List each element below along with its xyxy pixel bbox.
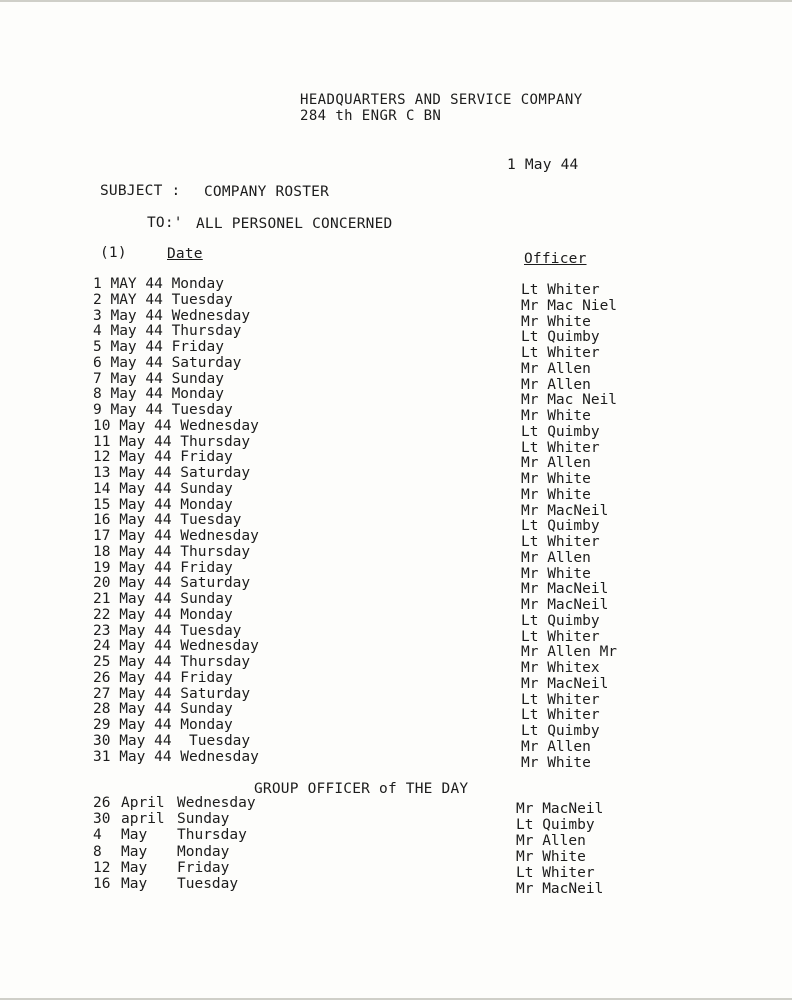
roster-date: 19 May 44 Friday — [93, 559, 233, 576]
header-title: HEADQUARTERS AND SERVICE COMPANY — [300, 92, 583, 108]
group-month: May — [121, 875, 148, 892]
roster-date: 7 May 44 Sunday — [93, 370, 224, 387]
roster-officer: Mr Whitex — [521, 660, 600, 676]
roster-officer: Mr Allen — [521, 455, 591, 472]
roster-officers — [521, 282, 721, 770]
roster-officer: Mr Allen — [521, 738, 591, 755]
roster-officer: Lt Whiter — [521, 439, 600, 456]
group-officers — [516, 801, 603, 897]
group-day: 12 — [93, 859, 111, 876]
column-date-header: Date — [167, 246, 203, 262]
roster-officer: Mr White — [521, 486, 591, 503]
subject-value: COMPANY ROSTER — [204, 184, 330, 200]
to-value: ALL PERSONEL CONCERNED — [196, 216, 393, 232]
group-month: May — [121, 859, 148, 876]
group-day: 8 — [93, 843, 102, 860]
roster-officer: Lt Whiter — [521, 707, 600, 724]
roster-officer: Lt Quimby — [521, 423, 600, 440]
roster-date: 20 May 44 Saturday — [93, 575, 251, 592]
roster-date: 4 May 44 Thursday — [93, 323, 242, 340]
group-weekday: Wednesday — [177, 795, 256, 811]
column-officer-header: Officer — [524, 251, 587, 267]
roster-officer: Mr Mac Neil — [521, 392, 618, 409]
roster-dates — [93, 276, 313, 764]
roster-officer: Lt Quimby — [521, 518, 600, 535]
group-month: May — [121, 843, 148, 860]
roster-date: 29 May 44 Monday — [93, 717, 233, 733]
group-row — [93, 795, 293, 811]
header-unit: 284 th ENGR C BN — [300, 108, 442, 124]
roster-date: 24 May 44 Wednesday — [93, 638, 259, 655]
roster-officer: Mr White — [521, 408, 591, 424]
roster-officer: Lt Quimby — [521, 612, 600, 629]
roster-officer: Mr White — [521, 471, 591, 487]
roster-date: 17 May 44 Wednesday — [93, 528, 259, 544]
roster-officer: Mr White — [521, 565, 591, 582]
roster-officer: Mr MacNeil — [521, 502, 609, 519]
roster-date: 11 May 44 Thursday — [93, 433, 251, 450]
roster-date: 12 May 44 Friday — [93, 449, 233, 466]
group-day: 26 — [93, 795, 111, 811]
group-weekday: Thursday — [177, 827, 247, 844]
to-label: TO:' — [147, 215, 183, 231]
roster-date: 28 May 44 Sunday — [93, 701, 233, 718]
document-date: 1 May 44 — [507, 157, 579, 173]
group-day: 30 — [93, 811, 111, 828]
roster-officer: Mr MacNeil — [521, 581, 609, 598]
group-day: 16 — [93, 875, 111, 892]
roster-date: 1 MAY 44 Monday — [93, 276, 224, 292]
roster-officer: Lt Whiter — [521, 282, 600, 298]
page-edge-top — [0, 0, 792, 2]
roster-date: 30 May 44 Tuesday — [93, 732, 251, 749]
roster-date: 21 May 44 Sunday — [93, 591, 233, 607]
roster-date: 2 MAY 44 Tuesday — [93, 291, 233, 308]
group-weekday: Friday — [177, 859, 230, 876]
roster-date: 8 May 44 Monday — [93, 386, 224, 403]
roster-date: 31 May 44 Wednesday — [93, 748, 259, 765]
roster-officer: Lt Whiter — [521, 691, 600, 708]
group-officer-title: GROUP OFFICER of THE DAY — [254, 781, 469, 797]
group-row — [93, 827, 293, 843]
group-officer: Lt Quimby — [516, 817, 595, 833]
roster-date: 16 May 44 Tuesday — [93, 512, 242, 529]
roster-date: 6 May 44 Saturday — [93, 354, 242, 371]
roster-date: 3 May 44 Wednesday — [93, 307, 251, 324]
roster-officer: Lt Whiter — [521, 534, 600, 550]
roster-date: 13 May 44 Saturday — [93, 465, 251, 481]
roster-date: 10 May 44 Wednesday — [93, 417, 259, 434]
roster-officer: Mr White — [521, 754, 591, 771]
roster-officer: Mr Allen — [521, 360, 591, 377]
roster-officer: Mr White — [521, 313, 591, 330]
group-officer: Lt Whiter — [516, 865, 595, 881]
group-month: April — [121, 795, 165, 811]
roster-officer: Mr Allen — [521, 376, 591, 393]
group-officer: Mr Allen — [516, 833, 586, 849]
group-row — [93, 811, 293, 827]
roster-officer: Lt Quimby — [521, 329, 600, 346]
group-weekday: Monday — [177, 843, 230, 860]
group-weekday: Sunday — [177, 811, 230, 828]
roster-officer: Lt Whiter — [521, 345, 600, 361]
roster-date: 23 May 44 Tuesday — [93, 622, 242, 639]
group-officer: Mr White — [516, 849, 586, 865]
roster-date: 15 May 44 Monday — [93, 496, 233, 513]
subject-label: SUBJECT : — [100, 183, 181, 199]
roster-officer: Mr MacNeil — [521, 675, 609, 692]
roster-date: 14 May 44 Sunday — [93, 480, 233, 497]
roster-date: 18 May 44 Thursday — [93, 543, 251, 560]
group-officer: Mr MacNeil — [516, 801, 604, 817]
group-weekday: Tuesday — [177, 875, 239, 892]
roster-officer: Mr MacNeil — [521, 597, 609, 613]
roster-officer: Lt Quimby — [521, 723, 600, 739]
group-officer: Mr MacNeil — [516, 881, 604, 897]
group-dates — [93, 795, 293, 892]
roster-date: 25 May 44 Thursday — [93, 654, 251, 670]
roster-officer: Mr Allen — [521, 549, 591, 566]
group-month: May — [121, 827, 148, 844]
group-month: april — [121, 811, 165, 828]
roster-officer: Lt Whiter — [521, 628, 600, 645]
roster-date: 27 May 44 Saturday — [93, 685, 251, 702]
group-row — [93, 860, 293, 876]
roster-date: 22 May 44 Monday — [93, 606, 233, 623]
roster-date: 9 May 44 Tuesday — [93, 402, 233, 418]
roster-officer: Mr Mac Niel — [521, 297, 618, 314]
roster-officer: Mr Allen Mr — [521, 644, 618, 661]
group-row — [93, 844, 293, 860]
group-day: 4 — [93, 827, 102, 844]
group-row — [93, 876, 293, 892]
column-index: (1) — [100, 245, 127, 261]
roster-date: 5 May 44 Friday — [93, 339, 224, 355]
roster-date: 26 May 44 Friday — [93, 669, 233, 686]
